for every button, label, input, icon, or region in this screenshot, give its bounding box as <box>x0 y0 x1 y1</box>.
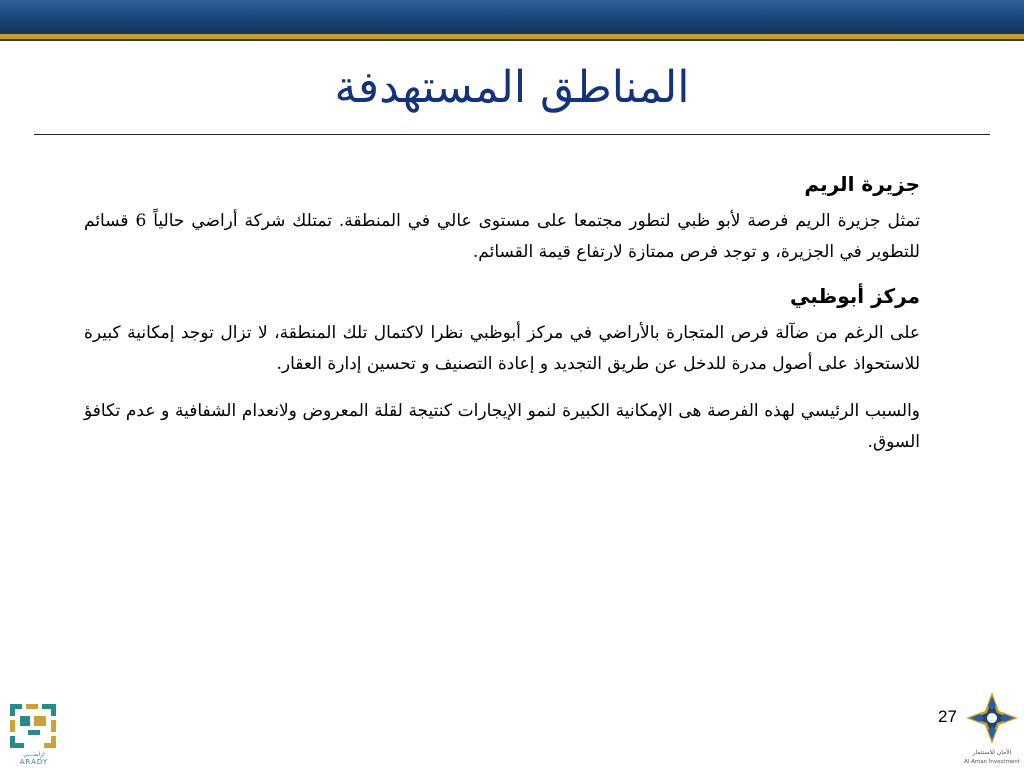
paragraph-abudhabi-center-2: والسبب الرئيسي لهذه الفرصة هى الإمكانية الكبيرة لنمو الإيجارات كنتيجة لقلة المعروض ولانعدام الشفافية و عدم تكافؤ السوق. <box>84 401 920 452</box>
section-heading-abudhabi-center: مركز أبوظبي <box>790 284 920 308</box>
slide-content <box>84 172 920 474</box>
arady-logo-mark <box>10 704 56 748</box>
al-aman-logo-mark <box>966 692 1018 744</box>
header-bar <box>0 0 1024 34</box>
paragraph-reem-island: تمثل جزيرة الريم فرصة لأبو ظبي لتطور مجتمعا على مستوى عالي في المنطقة. تمتلك شركة أراضي حالياً 6 قسائم للتطوير في الجزيرة، و توجد فرص ممتازة لارتفاع قيمة القسائم. <box>84 211 921 262</box>
al-aman-logo-arabic: الأمان للاستثمار <box>972 749 1012 756</box>
arady-logo <box>8 702 60 766</box>
title-divider <box>34 134 990 135</box>
arady-logo-latin: ARADY <box>19 758 49 766</box>
al-aman-logo <box>962 690 1022 766</box>
slide-title: المناطق المستهدفة <box>334 62 690 113</box>
al-aman-logo-latin: Al Aman Investment <box>964 759 1020 765</box>
arady-logo-arabic: اراضـــي <box>23 751 45 758</box>
page-number: 27 <box>938 707 957 726</box>
header-dark-stripe <box>0 39 1024 41</box>
paragraph-abudhabi-center-1: على الرغم من ضآلة فرص المتجارة بالأراضي في مركز أبوظبي نظرا لاكتمال تلك المنطقة، لا تزال توجد إمكانية كبيرة للاستحواذ على أصول مدرة للدخل عن طريق التجديد و إعادة التصنيف و تحسين إدارة العقار. <box>84 323 920 374</box>
section-heading-reem-island: جزيرة الريم <box>804 172 920 196</box>
